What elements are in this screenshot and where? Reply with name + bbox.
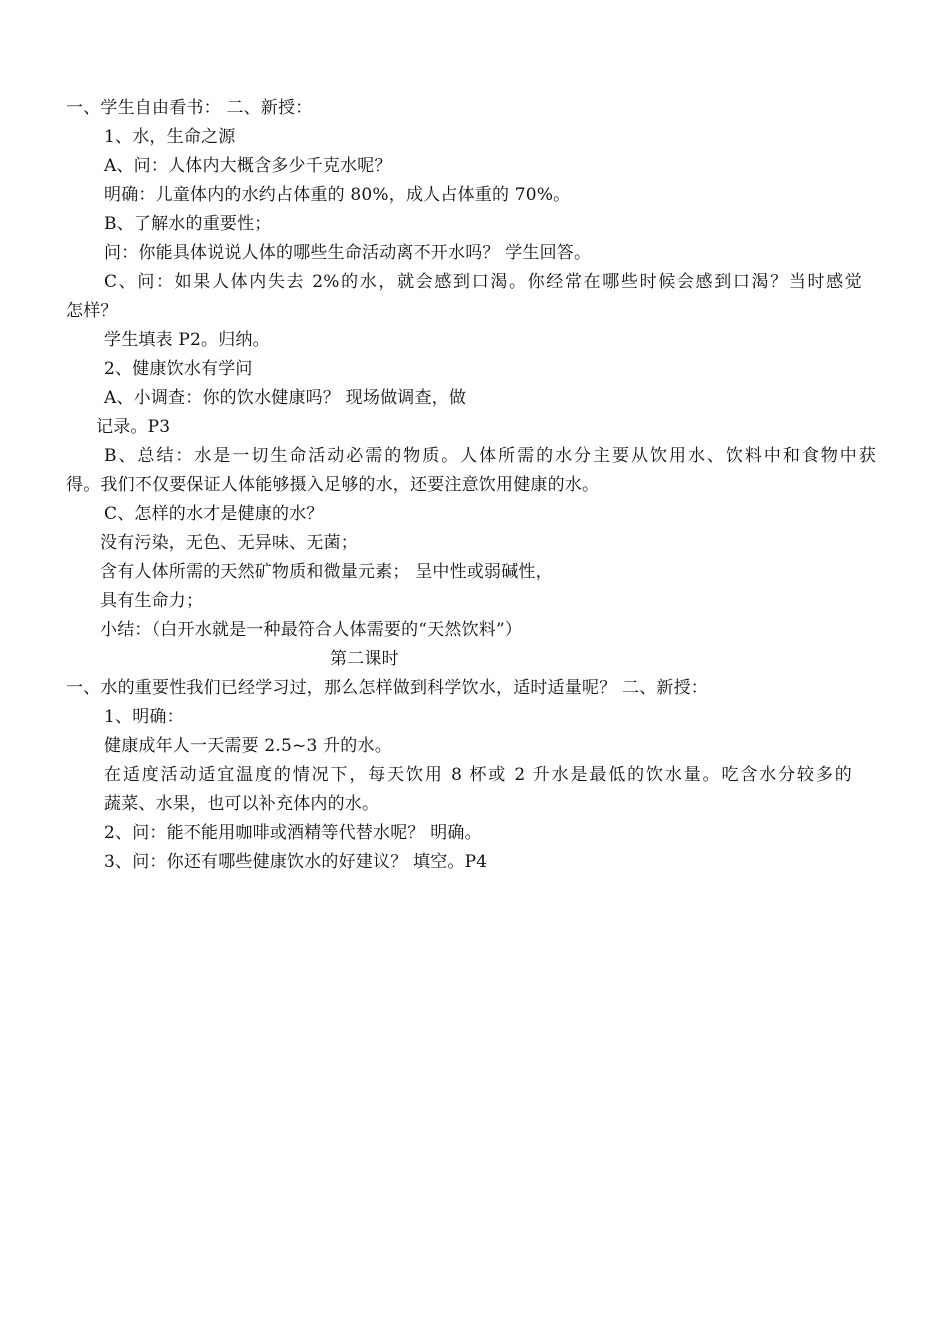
summary-b: B、总结：水是一切生命活动必需的物质。人体所需的水分主要从饮用水、饮料中和食物中获 xyxy=(104,446,876,466)
lesson-2-item-1: 1、明确： xyxy=(104,707,184,727)
fill-table-p2: 学生填表 P2。归纳。 xyxy=(104,330,270,350)
lesson-2-intro: 一、水的重要性我们已经学习过，那么怎样做到科学饮水，适时适量呢？ 二、新授： xyxy=(66,678,709,698)
lesson-2-item-3: 3、问：你还有哪些健康饮水的好建议？ 填空。P4 xyxy=(104,852,488,872)
question-a: A、问：人体内大概含多少千克水呢？ xyxy=(104,156,392,176)
question-life-activities: 问：你能具体说说人体的哪些生命活动离不开水吗？ 学生回答。 xyxy=(104,243,592,263)
daily-minimum-continued: 蔬菜、水果，也可以补充体内的水。 xyxy=(104,794,380,814)
item-b: B、了解水的重要性； xyxy=(104,214,272,234)
question-c-continued: 怎样？ xyxy=(66,301,118,321)
question-c: C、问：如果人体内失去 2%的水，就会感到口渴。你经常在哪些时候会感到口渴？当时感觉 xyxy=(104,272,862,292)
lesson-2-item-2: 2、问：能不能用咖啡或酒精等代替水呢？ 明确。 xyxy=(104,823,482,843)
clarification-1: 明确：儿童体内的水约占体重的 80%，成人占体重的 70%。 xyxy=(104,185,571,205)
criterion-no-pollution: 没有污染，无色、无异味、无菌； xyxy=(100,533,358,553)
conclusion: 小结：（白开水就是一种最符合人体需要的“天然饮料”） xyxy=(100,620,523,640)
survey-a: A、小调查：你的饮水健康吗？ 现场做调查，做 xyxy=(104,388,467,408)
summary-b-continued: 得。我们不仅要保证人体能够摄入足够的水，还要注意饮用健康的水。 xyxy=(66,475,600,495)
intro-heading: 一、学生自由看书： 二、新授： xyxy=(66,98,313,118)
section-1-title: 1、水，生命之源 xyxy=(104,127,236,147)
question-healthy-water: C、怎样的水才是健康的水？ xyxy=(104,504,324,524)
adult-water-need: 健康成年人一天需要 2.5~3 升的水。 xyxy=(104,736,392,756)
daily-minimum: 在适度活动适宜温度的情况下，每天饮用 8 杯或 2 升水是最低的饮水量。吃含水分较多的 xyxy=(104,765,852,785)
criterion-minerals: 含有人体所需的天然矿物质和微量元素； 呈中性或弱碱性， xyxy=(100,562,553,582)
criterion-vitality: 具有生命力； xyxy=(100,591,204,611)
lesson-2-heading: 第二课时 xyxy=(330,649,399,669)
record-p3: 记录。P3 xyxy=(96,417,171,437)
section-2-title: 2、健康饮水有学问 xyxy=(104,359,253,379)
